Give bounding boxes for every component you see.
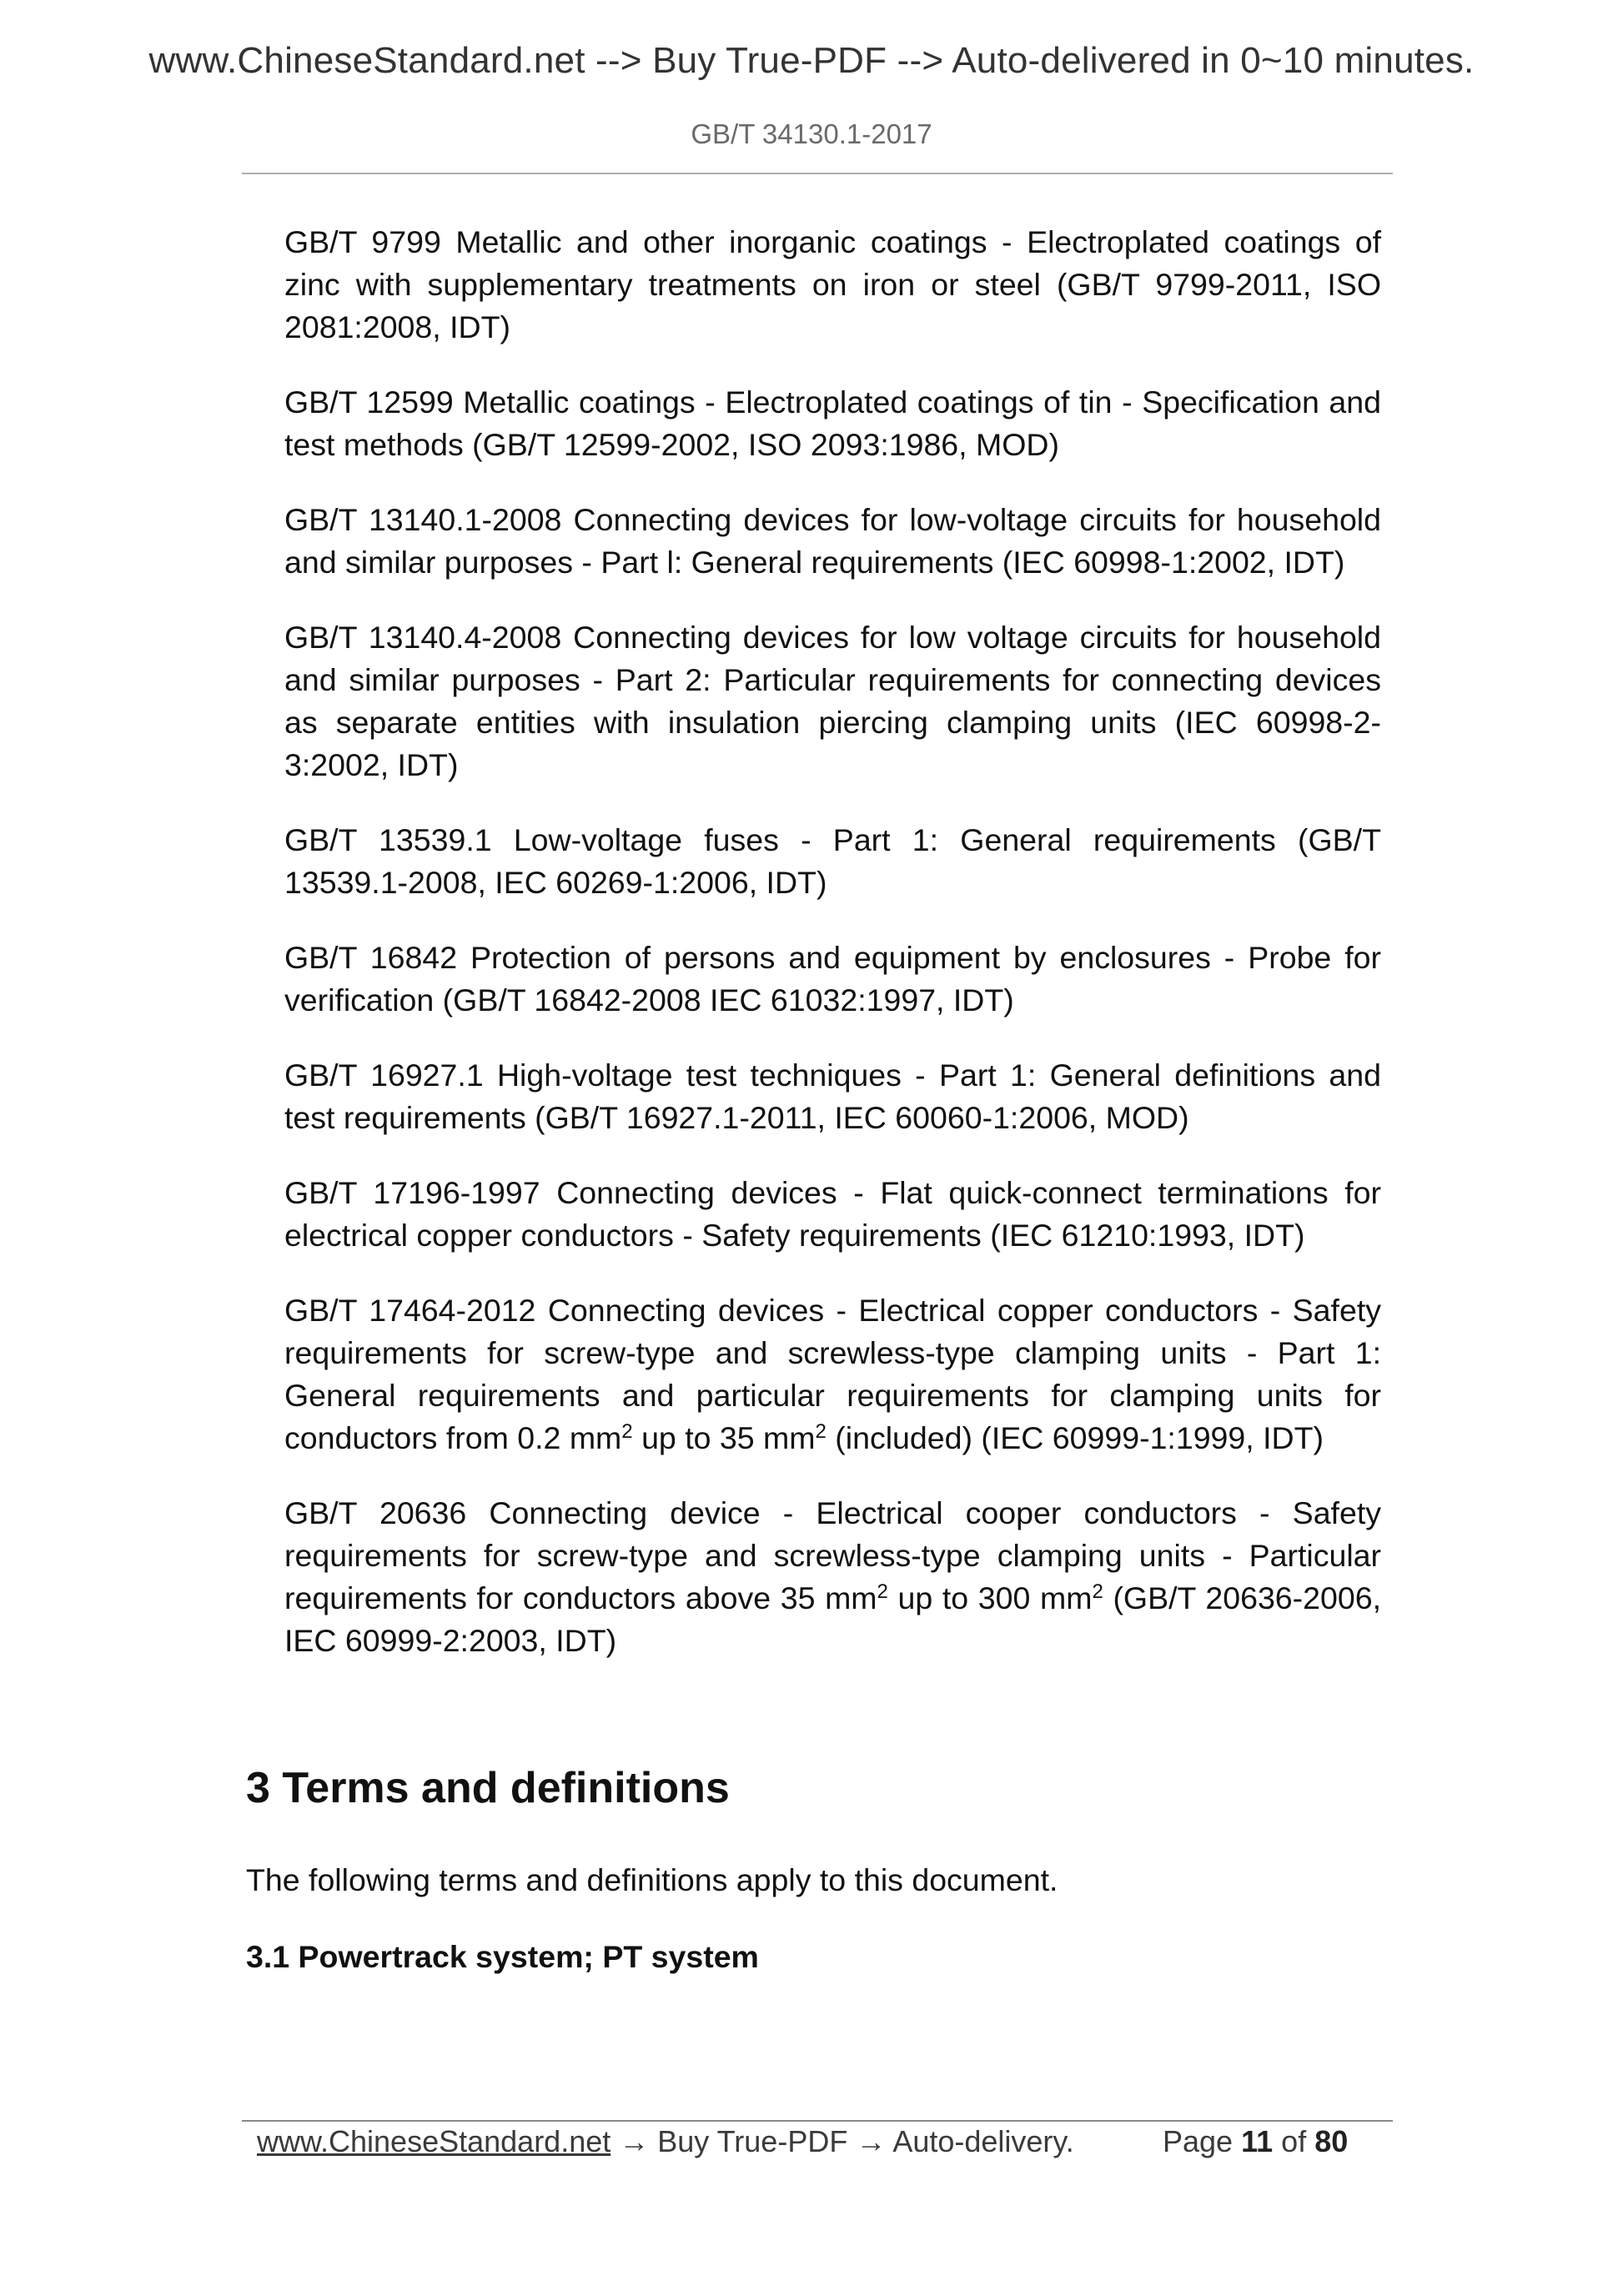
standard-code: GB/T 34130.1-2017 — [691, 118, 932, 149]
footer-site-link[interactable]: www.ChineseStandard.net — [257, 2124, 611, 2158]
page-label: Page — [1163, 2124, 1234, 2158]
reference-text: (GB/T 20636-2006, IEC 60999-2:2003, IDT) — [284, 1580, 1381, 1658]
footer-left — [257, 2124, 1074, 2159]
page-number: 11 — [1241, 2124, 1274, 2158]
site-banner: www.ChineseStandard.net --> Buy True-PDF --> Auto-delivered in 0~10 minutes. — [148, 40, 1475, 81]
reference-text: up to 300 mm — [887, 1580, 1093, 1615]
reference-text: (included) (IEC 60999-1:1999, IDT) — [826, 1420, 1324, 1455]
superscript: 2 — [877, 1580, 888, 1603]
superscript: 2 — [1092, 1580, 1103, 1603]
reference-gbt-17196: GB/T 17196-1997 Connecting devices - Flat quick-connect terminations for electrical copper conductors - Safety requirements (IEC 61210:1993, IDT) — [284, 1175, 1381, 1253]
reference-gbt-13140-4: GB/T 13140.4-2008 Connecting devices for low voltage circuits for household and similar purposes - Part 2: Particular requirements for connecting devices as separate entities with insulation piercing clamping units (IEC 60998-2-3:2002, IDT) — [284, 620, 1381, 782]
reference-gbt-17464 — [284, 1289, 1381, 1459]
reference-text: GB/T 17464-2012 Connecting devices - Electrical copper conductors - Safety requirements for screw-type and screwless-type clamping units - Part 1: General requirements and particular requirements for clamping units for conductors from 0.2 mm — [284, 1293, 1381, 1455]
reference-gbt-13539-1: GB/T 13539.1 Low-voltage fuses - Part 1: General requirements (GB/T 13539.1-2008, IEC 60269-1:2006, IDT) — [284, 822, 1381, 900]
footer-purchase-text: → Buy True-PDF → Auto-delivery. — [611, 2124, 1074, 2158]
reference-text: up to 35 mm — [632, 1420, 816, 1455]
reference-gbt-16927-1: GB/T 16927.1 High-voltage test techniques - Part 1: General definitions and test requirements (GB/T 16927.1-2011, IEC 60060-1:2006, MOD) — [284, 1058, 1381, 1135]
superscript: 2 — [621, 1420, 633, 1443]
reference-gbt-16842: GB/T 16842 Protection of persons and equipment by enclosures - Probe for verification (GB/T 16842-2008 IEC 61032:1997, IDT) — [284, 940, 1381, 1017]
reference-gbt-13140-1: GB/T 13140.1-2008 Connecting devices for low-voltage circuits for household and similar purposes - Part l: General requirements (IEC 60998-1:2002, IDT) — [284, 502, 1381, 580]
reference-gbt-9799: GB/T 9799 Metallic and other inorganic coatings - Electroplated coatings of zinc with supplementary treatments on iron or steel (GB/T 9799-2011, ISO 2081:2008, IDT) — [284, 224, 1381, 344]
header-divider — [242, 173, 1393, 174]
subsection-heading: 3.1 Powertrack system; PT system — [246, 1939, 759, 1974]
footer-divider — [242, 2120, 1393, 2122]
reference-gbt-20636 — [284, 1492, 1381, 1662]
reference-text: GB/T 20636 Connecting device - Electrical cooper conductors - Safety requirements for screw-type and screwless-type clamping units - Particular requirements for conductors above 35 mm — [284, 1495, 1381, 1615]
reference-gbt-12599: GB/T 12599 Metallic coatings - Electroplated coatings of tin - Specification and test methods (GB/T 12599-2002, ISO 2093:1986, MOD) — [284, 384, 1381, 462]
of-label: of — [1281, 2124, 1307, 2158]
superscript: 2 — [815, 1420, 827, 1443]
normative-references-list — [284, 221, 1381, 1695]
total-pages: 80 — [1314, 2124, 1349, 2158]
section-intro: The following terms and definitions apply to this document. — [246, 1862, 1058, 1897]
section-heading: 3 Terms and definitions — [246, 1764, 730, 1812]
page-indicator — [1163, 2124, 1348, 2159]
